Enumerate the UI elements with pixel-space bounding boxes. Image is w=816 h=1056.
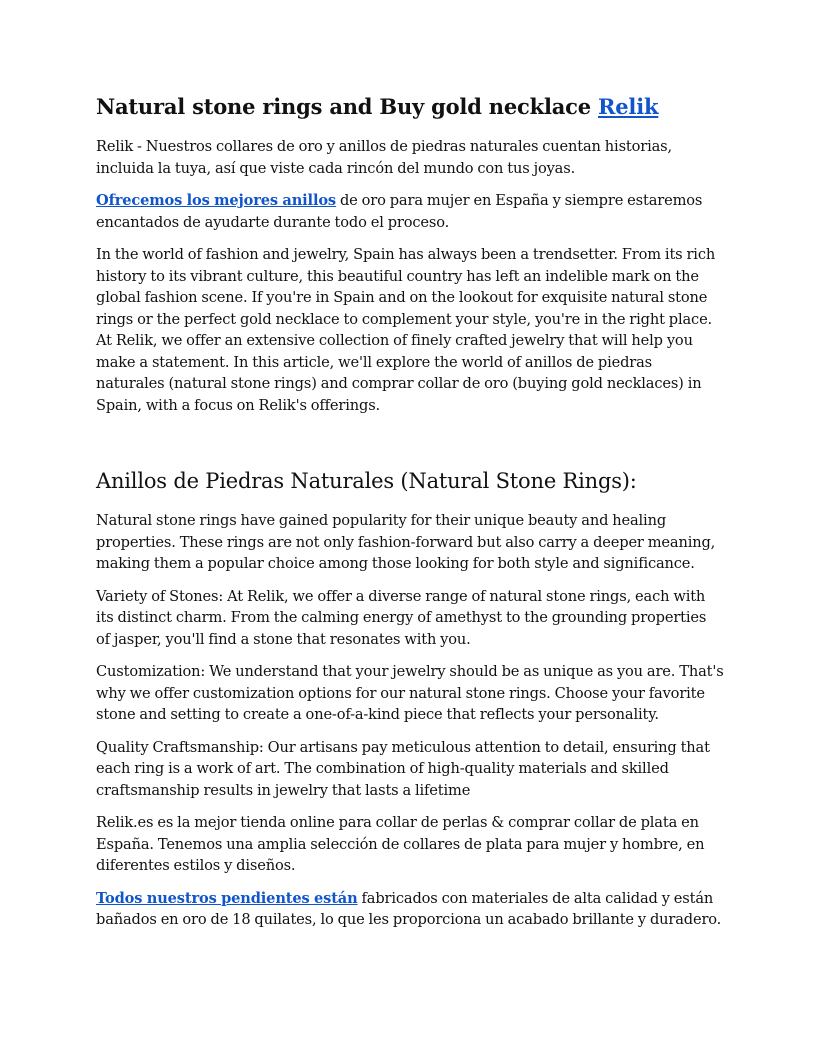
section-paragraph-3: Customization: We understand that your jewelry should be as unique as you are. That's why we offer customization options for our natural stone rings. Choose your favorite stone and setting to create a one-of-a-kind piece that reflects your personality.	[96, 663, 724, 723]
section-paragraph-6-text: fabricados con materiales de alta calidad y están bañados en oro de 18 quilates, lo que les proporciona un acabado brillante y duradero.	[96, 889, 722, 928]
section-heading: Anillos de Piedras Naturales (Natural Stone Rings):	[96, 469, 637, 493]
section-paragraph-1: Natural stone rings have gained popularity for their unique beauty and healing properties. These rings are not only fashion-forward but also carry a deeper meaning, making them a popular choice among those looking for both style and significance.	[96, 512, 716, 572]
section-paragraph-2: Variety of Stones: At Relik, we offer a diverse range of natural stone rings, each with its distinct charm. From the calming energy of amethyst to the grounding properties of jasper, you'll find a stone that resonates with you.	[96, 587, 707, 648]
title-relik-link[interactable]: Relik	[598, 94, 659, 119]
intro-paragraph-1: Relik - Nuestros collares de oro y anillos de piedras naturales cuentan historias, incluida la tuya, así que viste cada rincón del mundo con tus joyas.	[96, 138, 672, 177]
intro-paragraph-2-text: de oro para mujer en España y siempre estaremos encantados de ayudarte durante todo el proceso.	[96, 192, 703, 231]
section-paragraph-6	[96, 888, 724, 931]
section-paragraph-5: Relik.es es la mejor tienda online para collar de perlas & comprar collar de plata en España. Tenemos una amplia selección de collares de plata para mujer y hombre, en diferentes estilos y diseños.	[96, 814, 705, 874]
intro-paragraph-2	[96, 190, 724, 233]
intro-paragraph-3: In the world of fashion and jewelry, Spain has always been a trendsetter. From its rich history to its vibrant culture, this beautiful country has left an indelible mark on the global fashion scene. If you're in Spain and on the lookout for exquisite natural stone rings or the perfect gold necklace to complement your style, you're in the right place. At Relik, we offer an extensive collection of finely crafted jewelry that will help you make a statement. In this article, we'll explore the world of anillos de piedras naturales (natural stone rings) and comprar collar de oro (buying gold necklaces) in Spain, with a focus on Relik's offerings.	[96, 246, 716, 414]
document-title	[96, 92, 724, 122]
document-page	[96, 92, 724, 942]
section-paragraph-4: Quality Craftsmanship: Our artisans pay meticulous attention to detail, ensuring that each ring is a work of art. The combination of high-quality materials and skilled craftsmanship results in jewelry that lasts a lifetime	[96, 738, 710, 799]
earrings-link[interactable]: Todos nuestros pendientes están	[96, 889, 358, 907]
best-rings-link[interactable]: Ofrecemos los mejores anillos	[96, 192, 336, 209]
title-text: Natural stone rings and Buy gold necklace	[96, 94, 598, 119]
